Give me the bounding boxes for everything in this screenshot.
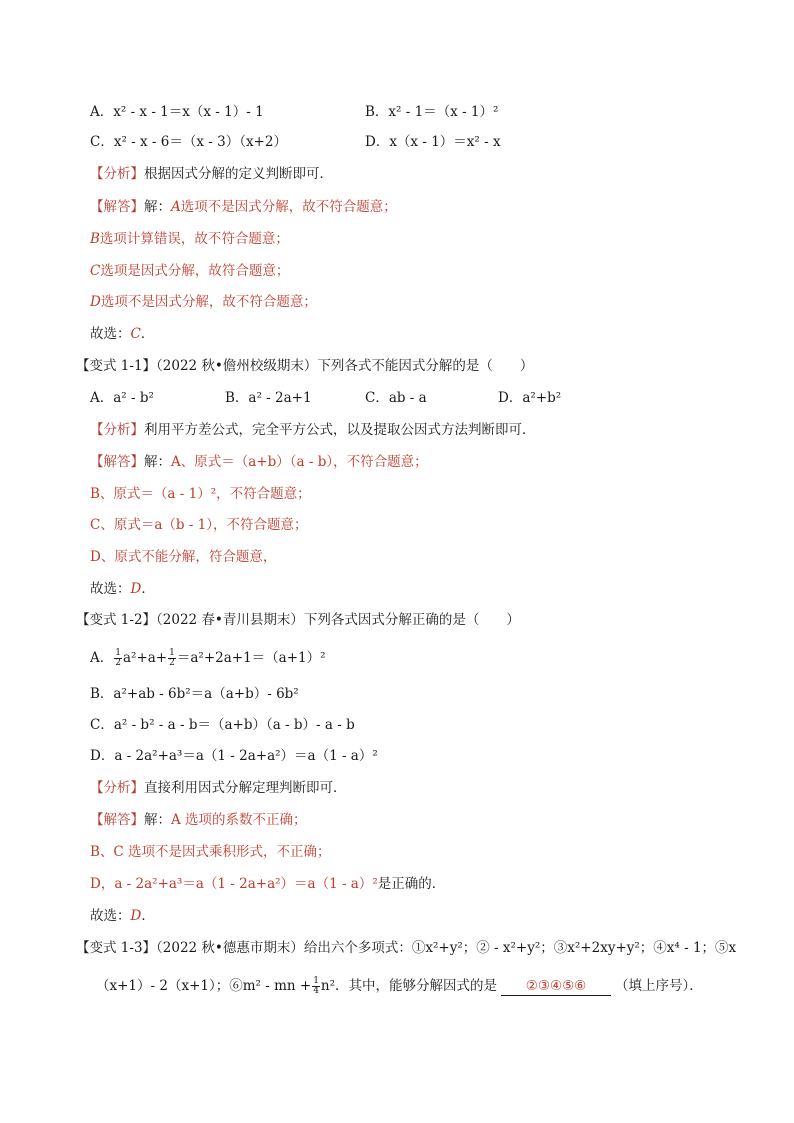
v11-option-c: C．ab - a xyxy=(365,390,427,406)
solution-text: A 选项的系数不正确； xyxy=(171,812,307,828)
v13-stem-line-2 xyxy=(96,976,703,996)
solution-text: D，a - 2a²+a³＝a（1 - 2a+a²）＝a（1 - a）² xyxy=(90,876,378,892)
analysis-tag: 【分析】 xyxy=(90,780,144,796)
option-text-tail: ＝a²+2a+1＝（a+1）² xyxy=(176,650,326,666)
fraction xyxy=(312,977,320,996)
q1-analysis xyxy=(90,164,333,184)
choose-label: 故选： xyxy=(90,908,131,924)
option-label: A． xyxy=(90,650,114,666)
analysis-tag: 【分析】 xyxy=(90,166,144,182)
stem-text: （2022 春•青川县期末）下列各式因式分解正确的是（ ） xyxy=(156,612,520,628)
v12-solution xyxy=(90,810,307,830)
frac-denominator: 4 xyxy=(313,986,319,996)
stem-text: （2022 秋•德惠市期末）给出六个多项式：①x²+y²；② - x²+y²；③x²+2xy+y²；④x⁴ - 1；⑤x xyxy=(156,940,737,956)
variant-tag: 【变式 1-1】 xyxy=(76,358,157,374)
solution-lead: 解： xyxy=(144,199,171,215)
variant-tag: 【变式 1-2】 xyxy=(76,612,157,628)
v12-solution-line-2: B、C 选项不是因式乘积形式，不正确； xyxy=(90,844,331,860)
v12-option-c: C．a² - b² - a - b＝（a+b）（a - b）- a - b xyxy=(90,717,355,733)
v13-stem xyxy=(76,938,736,958)
option-text: a²+a+ xyxy=(122,650,168,666)
q1-solution-line-2 xyxy=(90,229,289,249)
v11-solution xyxy=(90,452,428,472)
solution-var: C xyxy=(90,263,101,279)
solution-text: 选项是因式分解，故符合题意； xyxy=(100,263,290,279)
analysis-tag: 【分析】 xyxy=(90,422,144,438)
choice: D xyxy=(130,908,142,924)
solution-tag: 【解答】 xyxy=(90,812,144,828)
frac-denominator: 2 xyxy=(115,658,121,668)
analysis-text: 根据因式分解的定义判断即可． xyxy=(144,166,333,182)
stem-text: （2022 秋•儋州校级期末）下列各式不能因式分解的是（ ） xyxy=(156,358,534,374)
period: ． xyxy=(141,581,155,597)
v11-option-d: D．a²+b² xyxy=(498,390,562,406)
analysis-text: 直接利用因式分解定理判断即可． xyxy=(144,780,347,796)
frac-denominator: 2 xyxy=(169,658,175,668)
q1-option-a: A．x² - x - 1＝x（x - 1）- 1 xyxy=(90,104,264,120)
solution-text: 选项计算错误，故不符合题意； xyxy=(99,231,289,247)
answer-blank: ②③④⑤⑥ xyxy=(501,977,611,996)
q1-solution xyxy=(90,197,397,217)
v12-stem xyxy=(76,610,520,630)
solution-lead: 解： xyxy=(144,454,171,470)
solution-var: D xyxy=(90,294,101,310)
fraction xyxy=(114,649,122,668)
v12-option-d: D．a - 2a²+a³＝a（1 - 2a+a²）＝a（1 - a）² xyxy=(90,748,378,764)
v12-solution-line-3 xyxy=(90,874,445,894)
period: ． xyxy=(141,908,155,924)
period: ． xyxy=(140,326,155,342)
v11-option-a: A．a² - b² xyxy=(90,390,154,406)
v12-option-b: B．a²+ab - 6b²＝a（a+b）- 6b² xyxy=(90,686,299,702)
solution-text: 选项不是因式分解，故不符合题意； xyxy=(100,294,317,310)
v11-solution-line-4: D、原式不能分解，符合题意， xyxy=(90,549,277,565)
v11-solution-line-2: B、原式＝（a - 1）²，不符合题意； xyxy=(90,486,311,502)
solution-text: 选项不是因式分解，故不符合题意； xyxy=(180,199,397,215)
solution-text-tail: 是正确的． xyxy=(377,876,446,892)
solution-lead: 解： xyxy=(144,812,171,828)
solution-var: A xyxy=(171,199,181,215)
q1-option-c: C．x² - x - 6＝（x - 3）（x+2） xyxy=(90,134,287,150)
q1-solution-line-4 xyxy=(90,292,317,312)
v11-analysis xyxy=(90,420,536,440)
v12-option-a xyxy=(90,648,326,668)
v11-choose xyxy=(90,579,155,599)
q1-solution-line-3 xyxy=(90,261,289,281)
v11-solution-line-3: C、原式＝a（b - 1），不符合题意； xyxy=(90,517,308,533)
choice: D xyxy=(130,581,142,597)
solution-tag: 【解答】 xyxy=(90,454,144,470)
frac-numerator: 1 xyxy=(115,648,121,658)
q1-option-b: B．x² - 1＝（x - 1）² xyxy=(365,104,499,120)
frac-numerator: 1 xyxy=(169,648,175,658)
choose-label: 故选： xyxy=(90,581,131,597)
solution-text: A、原式＝（a+b）（a - b），不符合题意； xyxy=(171,454,428,470)
variant-tag: 【变式 1-3】 xyxy=(76,940,157,956)
choose-label: 故选： xyxy=(90,326,131,342)
solution-var: B xyxy=(90,231,100,247)
q1-choose xyxy=(90,324,154,344)
stem-text: n²．其中，能够分解因式的是 xyxy=(320,978,498,994)
v11-option-b: B．a² - 2a+1 xyxy=(225,390,312,406)
choice: C xyxy=(130,326,141,342)
q1-option-d: D．x（x - 1）＝x² - x xyxy=(365,134,501,150)
stem-text: （x+1）- 2（x+1）；⑥m² - mn + xyxy=(96,978,312,994)
analysis-text: 利用平方差公式，完全平方公式，以及提取公因式方法判断即可． xyxy=(144,422,536,438)
frac-numerator: 1 xyxy=(313,976,319,986)
solution-tag: 【解答】 xyxy=(90,199,144,215)
v12-analysis xyxy=(90,778,347,798)
v11-stem xyxy=(76,356,533,376)
fraction xyxy=(168,649,176,668)
v12-choose xyxy=(90,906,155,926)
stem-text: （填上序号）． xyxy=(615,978,703,994)
